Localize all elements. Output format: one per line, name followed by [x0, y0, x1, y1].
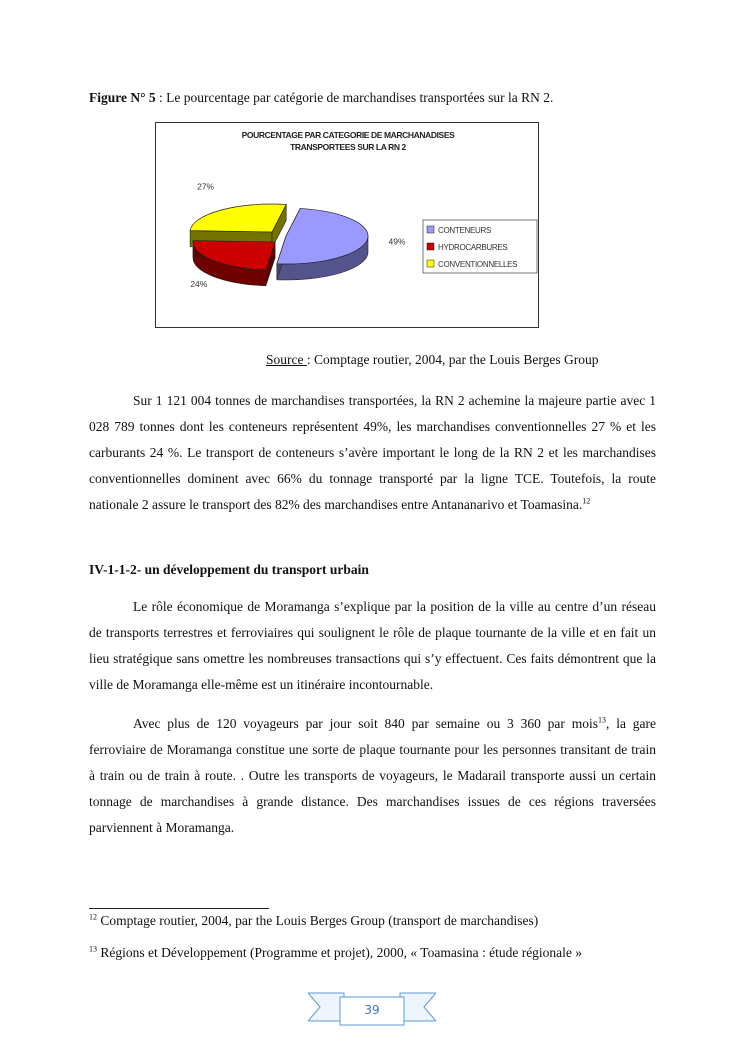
footnote-13 [89, 944, 689, 962]
footnote-ref-13[interactable]: 13 [598, 715, 606, 725]
footnote-12 [89, 912, 689, 930]
footnote-divider [89, 908, 269, 909]
paragraph-text: Avec plus de 120 voyageurs par jour soit 840 par semaine ou 3 360 par mois [133, 716, 598, 731]
pie-slice-label: 49% [388, 236, 406, 247]
pie-slice-label: 27% [197, 181, 215, 192]
legend-swatch-hydrocarbures [427, 243, 434, 250]
chart-title-line1: POURCENTAGE PAR CATEGORIE DE MARCHANADISES [241, 130, 455, 140]
paragraph-railway-station [89, 711, 656, 841]
pie-chart [155, 122, 539, 328]
paragraph-rn2-tonnage [89, 388, 656, 518]
legend-label-conventionnelles: CONVENTIONNELLES [438, 260, 518, 269]
footnote-text: Comptage routier, 2004, par the Louis Berges Group (transport de marchandises) [97, 913, 539, 928]
chart-title-line2: TRANSPORTEES SUR LA RN 2 [290, 142, 406, 152]
legend-label-conteneurs: CONTENEURS [438, 226, 492, 235]
figure-source [266, 351, 666, 369]
source-label: Source [266, 352, 307, 367]
legend-swatch-conteneurs [427, 226, 434, 233]
footnote-number: 12 [89, 912, 97, 922]
paragraph-moramanga-role: Le rôle économique de Moramanga s’explique par la position de la ville au centre d’un réseau de transports terrestres et ferroviaires qui soulignent le rôle de plaque tournante de la ville et en fait un lieu stratégique sans omettre les nombreuses transactions qui s’y effectuent. Ces faits démontrent que la ville de Moramanga elle-même est un itinéraire incontournable. [89, 599, 656, 692]
source-text: : Comptage routier, 2004, par the Louis Berges Group [306, 352, 599, 367]
pie-chart-canvas [156, 123, 540, 329]
footnote-ref-12[interactable]: 12 [582, 496, 591, 506]
figure-caption-text: : Le pourcentage par catégorie de marchandises transportées sur la RN 2. [155, 90, 554, 105]
paragraph-text: Sur 1 121 004 tonnes de marchandises transportées, la RN 2 achemine la majeure partie avec 1 028 789 tonnes dont les conteneurs représentent 49%, les marchandises conventionnelles 27 % et les carburants 24 %. Le transport de conteneurs s’avère important le long de la RN 2 et les marchandises conventionnelles dominent avec 66% du tonnage transporté par la ligne TCE. Toutefois, la route nationale 2 assure le transport des 82% des marchandises entre Antananarivo et Toamasina. [89, 393, 656, 512]
footnote-text: Régions et Développement (Programme et projet), 2000, « Toamasina : étude régionale » [97, 945, 583, 960]
legend-label-hydrocarbures: HYDROCARBURES [438, 243, 508, 252]
figure-caption [89, 89, 669, 107]
page-number: 39 [364, 1003, 380, 1017]
section-heading: IV-1-1-2- un développement du transport urbain [89, 562, 369, 577]
paragraph-text: , la gare ferroviaire de Moramanga constitue une sorte de plaque tournante pour les personnes transitant de train à train ou de train à route. . Outre les transports de voyageurs, le Madarail transporte aussi un certain tonnage de marchandises à grande distance. Des marchandises issues de ces régions traversées parviennent à Moramanga. [89, 716, 656, 835]
figure-label: Figure N° 5 [89, 90, 156, 105]
pie-slice-conventionnelles [190, 204, 286, 232]
pie-slice-label: 24% [190, 278, 208, 289]
footnote-number: 13 [89, 944, 97, 954]
legend-swatch-conventionnelles [427, 260, 434, 267]
